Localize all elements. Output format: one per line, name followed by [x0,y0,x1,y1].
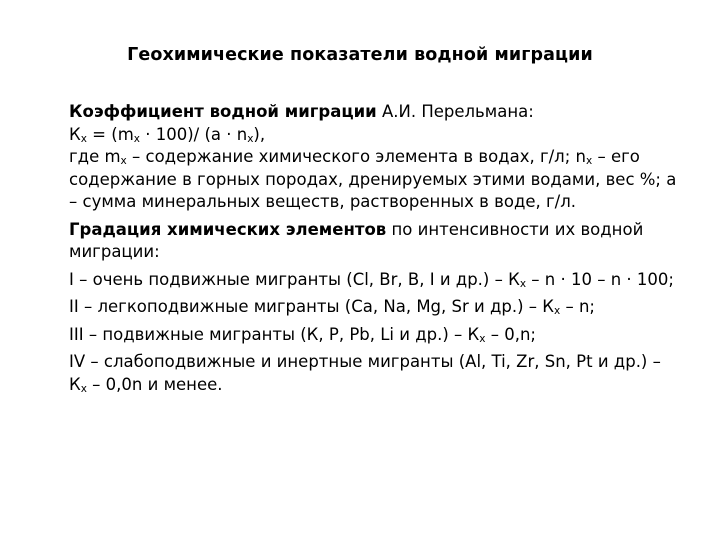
class-i [69,269,681,292]
definition-n-subscript: х [586,155,593,167]
formula-part-2: · 100)/ (a · n [139,124,248,144]
definition-m-subscript: х [120,155,127,167]
coefficient-formula [69,124,681,147]
class-iii-subscript: х [479,332,486,345]
gradation-heading [69,219,681,264]
class-i-text: I – очень подвижные мигранты (Cl, Br, B, I и др.) – К [69,269,520,289]
coefficient-author: А.И. Перельмана: [376,102,534,121]
slide-title: Геохимические показатели водной миграции [127,45,593,65]
formula-n-subscript: х [247,132,254,145]
class-iv-text: IV – слабоподвижные и инертные мигранты (Al, Ti, Zr, Sn, Pt и др.) – К [69,352,661,394]
class-i-subscript: х [519,277,527,290]
class-iii [69,324,681,347]
definition-end: – его содержание в горных породах, дренируемых этими водами, вес %; а – сумма минеральных веществ, растворенных в воде, г/л. [69,147,677,211]
definition-middle: – содержание химического элемента в водах, г/л; n [126,147,586,166]
class-ii-range: – n; [560,297,595,316]
coefficient-term: Коэффициент водной миграции [69,102,377,121]
class-ii-text: II – легкоподвижные мигранты (Са, Na, Mg, Sr и др.) – К [69,297,555,316]
class-i-range: – n · 10 – n · 100; [526,269,674,289]
gradation-term: Градация химических элементов [69,219,387,239]
class-iv [69,351,681,396]
class-iv-subscript: х [80,382,87,395]
coefficient-heading [69,101,681,124]
class-iii-text: III – подвижные мигранты (К, Р, Pb, Li и др.) – К [69,324,480,344]
formula-part-1: = (m [86,124,134,144]
class-ii-subscript: х [554,305,561,317]
slide-body [69,101,681,396]
formula-part-3: ), [253,124,266,144]
formula-k-subscript: х [80,132,87,145]
formula-m-subscript: х [133,132,140,145]
class-iv-range: – 0,0n и менее. [86,374,223,394]
definition-start: где m [69,147,121,166]
class-ii [69,296,681,319]
formula-definition [69,146,681,214]
gradation-rest: по интенсивности их водной миграции: [69,219,644,261]
class-iii-range: – 0,n; [485,324,536,344]
formula-k: К [69,124,81,144]
